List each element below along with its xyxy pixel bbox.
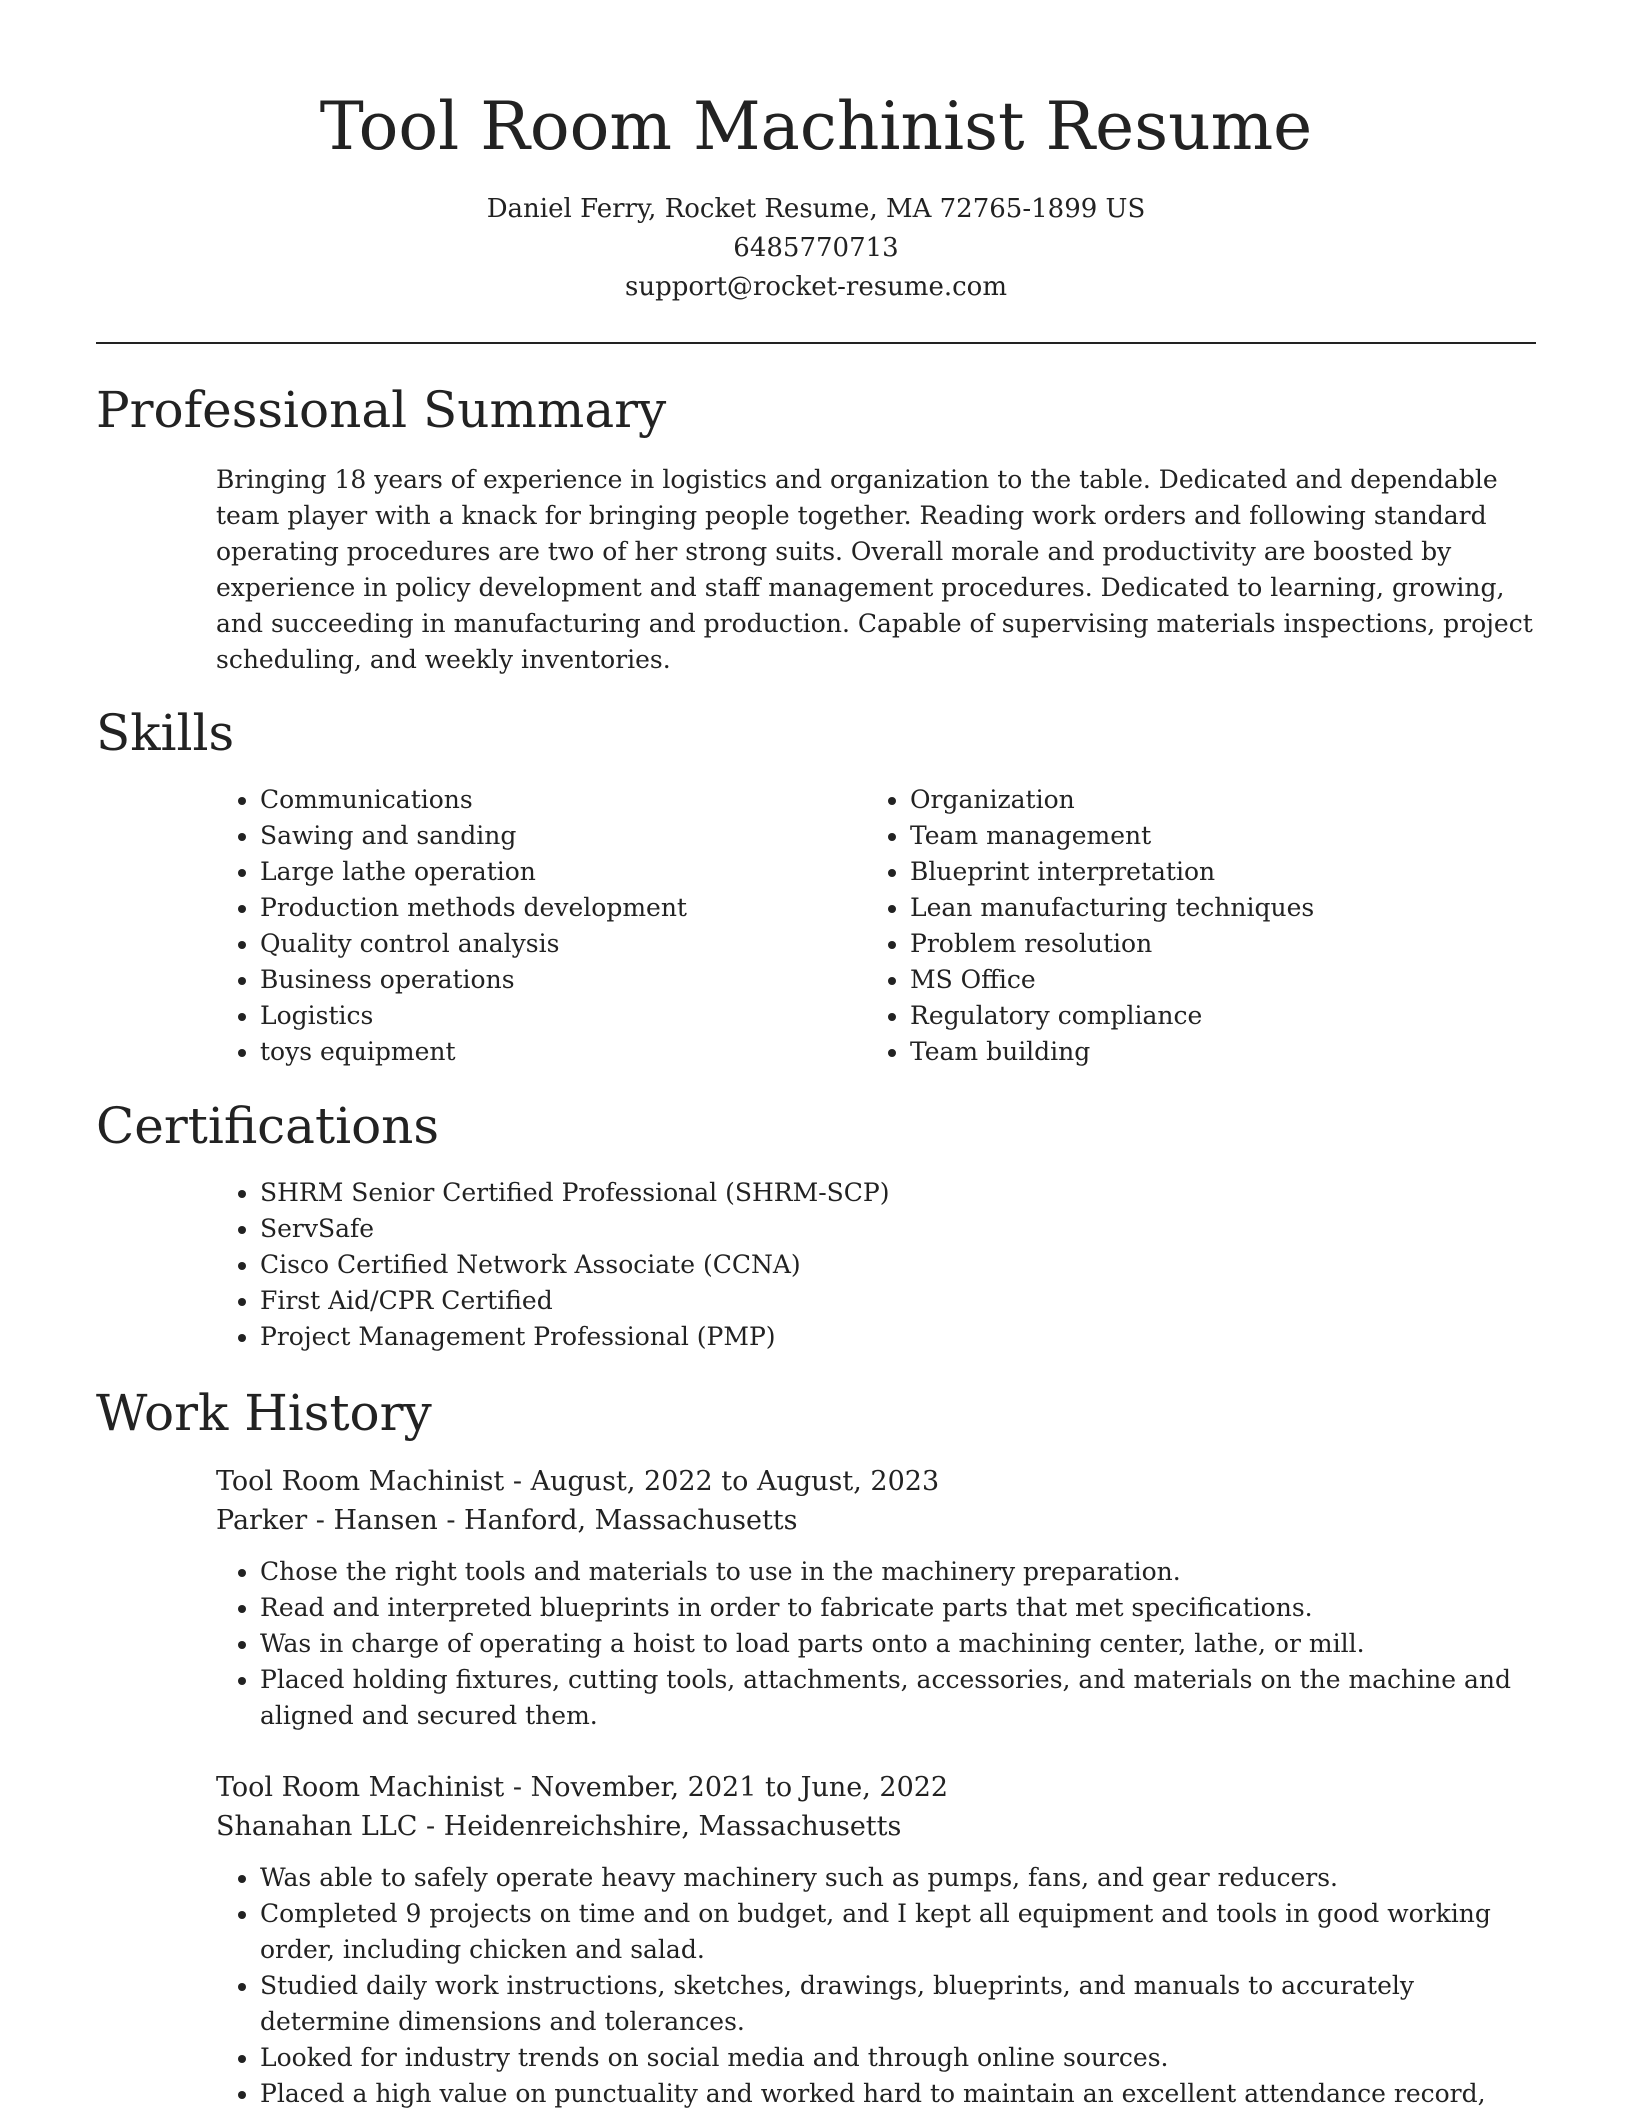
certifications-block (216, 1175, 1536, 1355)
job-duties-list (216, 1554, 1536, 1734)
job-role: Tool Room Machinist (216, 1466, 505, 1497)
certification-item: • Project Management Professional (PMP) (260, 1319, 1536, 1355)
skill-item: • MS Office (910, 962, 1486, 998)
skill-item: • Team building (910, 1034, 1486, 1070)
skill-item: • Organization (910, 782, 1486, 818)
job-company: Shanahan LLC (216, 1811, 418, 1842)
certification-item: • ServSafe (260, 1211, 1536, 1247)
skills-heading: Skills (96, 704, 235, 762)
job-duty: • Placed a high value on punctuality and worked hard to maintain an excellent attendance record, (260, 2076, 1536, 2112)
skill-item: • Problem resolution (910, 926, 1486, 962)
job-dates: - November, 2021 to June, 2022 (504, 1772, 949, 1803)
resume-title: Tool Room Machinist Resume (319, 88, 1313, 165)
skill-item: • toys equipment (260, 1034, 836, 1070)
job-company-line (216, 1807, 1536, 1846)
summary-text: Bringing 18 years of experience in logistics and organization to the table. Dedicated and dependable team player with a knack for bringing people together. Reading work orders and following standard operating procedures are two of her strong suits. Overall morale and productivity are boosted by experience in policy development and staff management procedures. Dedicated to learning, growing, and succeeding in manufacturing and production. Capable of supervising materials inspections, project scheduling, and weekly inventories. (216, 465, 1533, 674)
contact-phone: 6485770713 (733, 233, 899, 263)
resume-header (0, 0, 1632, 307)
skill-item: • Production methods development (260, 890, 836, 926)
job-duty: • Completed 9 projects on time and on budget, and I kept all equipment and tools in good working order, including chicken and salad. (260, 1896, 1536, 1968)
skills-list-left (216, 782, 836, 1070)
certification-item: • Cisco Certified Network Associate (CCNA) (260, 1247, 1536, 1283)
job-role: Tool Room Machinist (216, 1772, 505, 1803)
job-duty: • Looked for industry trends on social media and through online sources. (260, 2040, 1536, 2076)
contact-address: Daniel Ferry, Rocket Resume, MA 72765-1899 US (486, 194, 1146, 224)
header-divider (96, 342, 1536, 344)
job-duty: • Studied daily work instructions, sketches, drawings, blueprints, and manuals to accurately determine dimensions and tolerances. (260, 1968, 1536, 2040)
certifications-list (216, 1175, 1536, 1355)
skills-column-right (866, 782, 1486, 1070)
skill-item: • Communications (260, 782, 836, 818)
certifications-heading: Certifications (96, 1097, 440, 1155)
job-duty: • Placed holding fixtures, cutting tools, attachments, accessories, and materials on the machine and aligned and secured them. (260, 1662, 1536, 1734)
skills-column-left (216, 782, 836, 1070)
job-entry (216, 1462, 1536, 1734)
job-company-line (216, 1501, 1536, 1540)
skill-item: • Lean manufacturing techniques (910, 890, 1486, 926)
job-duty: • Chose the right tools and materials to use in the machinery preparation. (260, 1554, 1536, 1590)
job-duty: • Read and interpreted blueprints in order to fabricate parts that met specifications. (260, 1590, 1536, 1626)
certification-item: • First Aid/CPR Certified (260, 1283, 1536, 1319)
contact-email: support@rocket-resume.com (624, 272, 1007, 302)
contact-block (0, 190, 1632, 307)
skill-item: • Quality control analysis (260, 926, 836, 962)
skill-item: • Business operations (260, 962, 836, 998)
job-dates: - August, 2022 to August, 2023 (504, 1466, 940, 1497)
skill-item: • Blueprint interpretation (910, 854, 1486, 890)
job-duty: • Was in charge of operating a hoist to load parts onto a machining center, lathe, or mill. (260, 1626, 1536, 1662)
skills-list-right (866, 782, 1486, 1070)
skill-item: • Large lathe operation (260, 854, 836, 890)
skill-item: • Sawing and sanding (260, 818, 836, 854)
certification-item: • SHRM Senior Certified Professional (SHRM-SCP) (260, 1175, 1536, 1211)
work-history-heading: Work History (96, 1384, 432, 1442)
job-company: Parker - Hansen (216, 1505, 438, 1536)
skill-item: • Logistics (260, 998, 836, 1034)
skill-item: • Team management (910, 818, 1486, 854)
job-entry (216, 1768, 1536, 2112)
job-location: - Hanford, Massachusetts (437, 1505, 798, 1536)
job-duties-list (216, 1860, 1536, 2112)
job-title-line (216, 1462, 1536, 1501)
job-duty: • Was able to safely operate heavy machinery such as pumps, fans, and gear reducers. (260, 1860, 1536, 1896)
job-title-line (216, 1768, 1536, 1807)
job-location: - Heidenreichshire, Massachusetts (417, 1811, 902, 1842)
skill-item: • Regulatory compliance (910, 998, 1486, 1034)
summary-heading: Professional Summary (96, 381, 667, 439)
